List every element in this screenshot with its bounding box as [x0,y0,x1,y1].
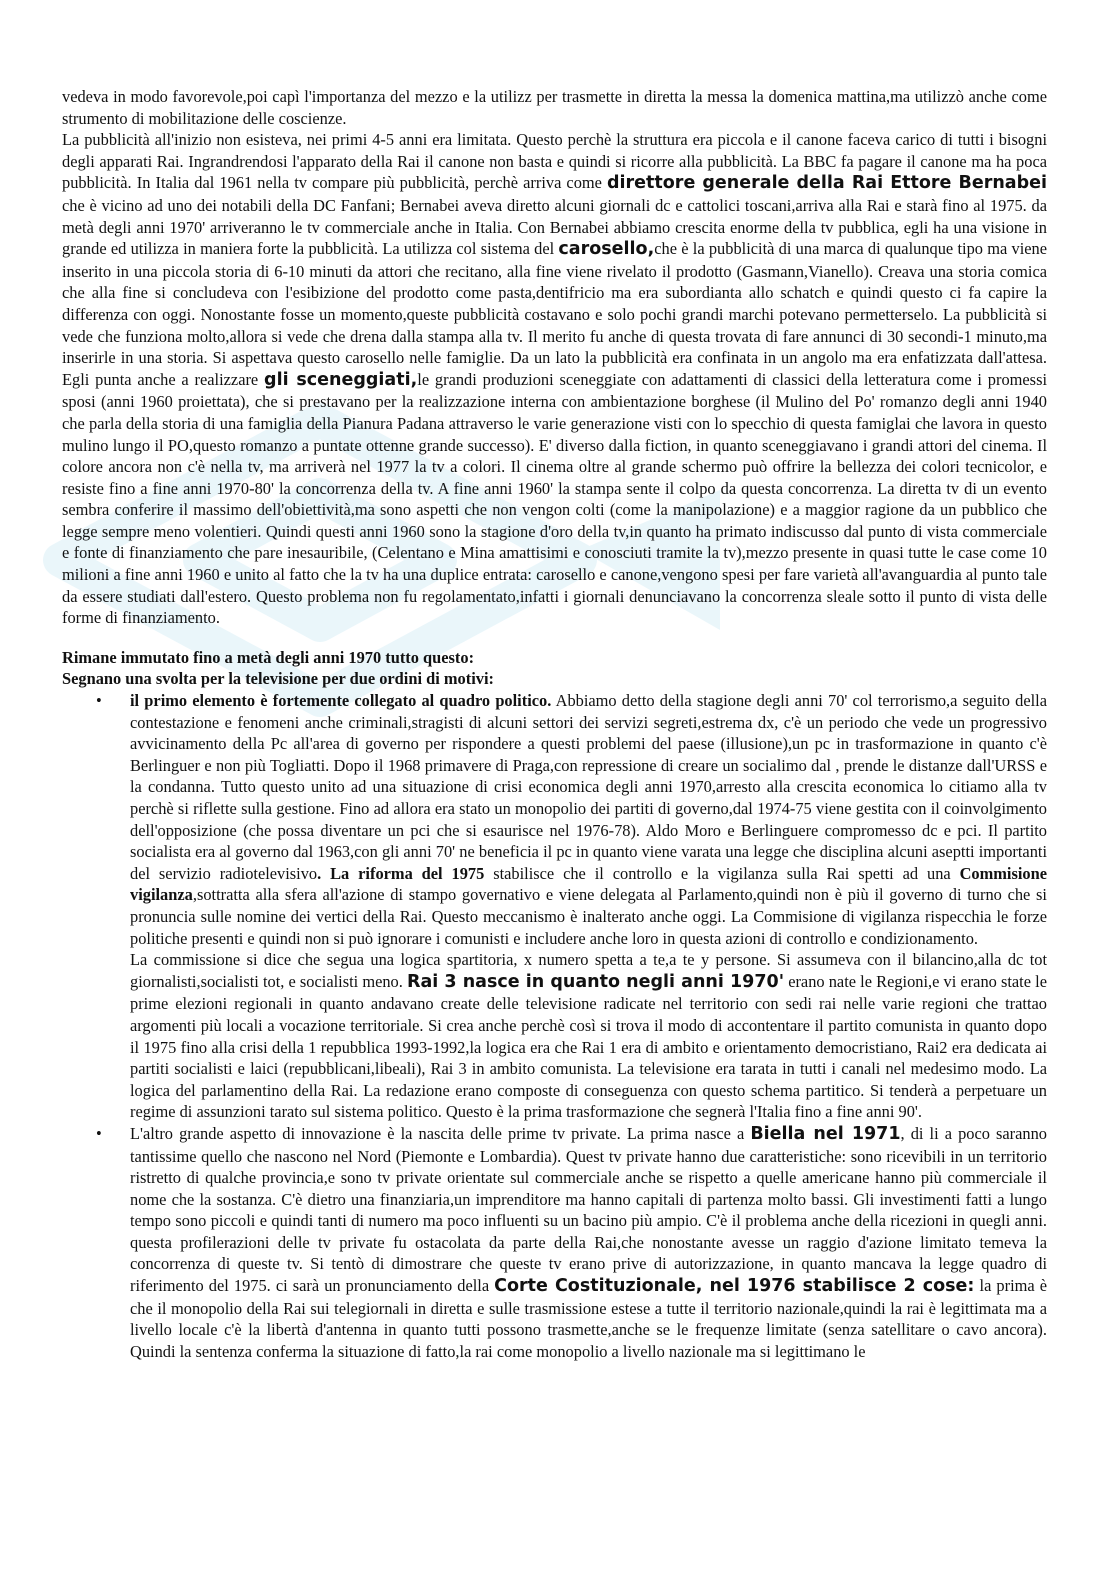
text-run: La commissione si dice che segua una logica spartitoria, x numero spetta a te,a te y persone. Si assumeva con il bilancino,alla dc tot giornalisti,socialisti tot, e socialisti meno. [130,950,1047,991]
highlight-bernabei: direttore generale della Rai Ettore Bernabei [607,173,1047,194]
highlight-corte: Corte Costituzionale, nel 1976 stabilisce 2 cose: [494,1276,975,1297]
bullet-icon: • [96,1123,102,1143]
bullet-icon: • [96,691,102,711]
spacer [62,629,1047,647]
highlight-sceneggiati: gli sceneggiati, [264,369,418,390]
highlight-biella: Biella nel 1971 [750,1123,901,1144]
bullet-paragraph [130,949,1047,1123]
bullet-paragraph [130,690,1047,949]
text-run: stabilisce che il controllo e la vigilanza sulla Rai spetti ad una [484,863,960,883]
text-run: ,sottratta alla sfera all'azione di stampo governativo e viene delegata al Parlamento,quindi non è più il governo di turno che si pronuncia sulle nomine dei vertici della Rai. Questo meccanismo è inalterato anche oggi. La Commisione di vigilanza rispecchia le forze politiche presenti e quindi non si può ignorare i comunisti e includere anche loro in questa azioni di controllo e condizionamento. [130,885,1047,948]
bullet-item-political [62,690,1047,1123]
text-run: le grandi produzioni sceneggiate con adattamenti di classici della letteratura come i promessi sposi (anni 1960 proiettata), che si prestavano per la realizzazione interna con ambientazione borghese (il Mulino del Po' romanzo degli anni 1940 che parla della storia di una famiglia della Pianura Padana attraverso le varie generazione visti con lo specchio di questa famiglai che lavora in questo mulino lungo il PO,questo romanzo a puntate ottenne grande successo). E' diverso dalla fiction, in quanto sceneggiavano i grandi attori del cinema. Il colore ancora non c'è nella tv, ma arriverà nel 1977 la tv a colori. Il cinema oltre al grande schermo può offrire la bellezza dei colori tecnicolor, e resiste fino a fine anni 1970-80' la concorrenza della tv. A fine anni 1960' la stampa sente il colpo da questa concorrenza. La diretta tv di un evento sembra conferire il massimo dell'obiettività,ma sono aspetti che non vengon colti (come la manipolazione) e a maggior ragione da un pubblico che legge sempre meno volentieri. Quindi questi anni 1960 sono la stagione d'oro della tv,in quanto ha primato indiscusso dal punto di vista commerciale e fonte di finanziamento che pare inesauribile, (Celentano e Mina amattisimi e conosciuti tramite la tv),mezzo presente in quasi tutte le case come 10 milioni a fine anni 1960 e unito al fatto che la tv ha una duplice entrata: carosello e canone,vengono spesi per fare varietà all'avanguardia al punto tale da essere studiati dall'estero. Questo problema non fu regolamentato,infatti i giornali denunciavano la concorrenza sleale sotto il punto di vista delle forme di finanziamento. [62,369,1047,628]
section-heading: Rimane immutato fino a metà degli anni 1970 tutto questo: [62,647,475,667]
bold-riforma: . La riforma del 1975 [317,863,485,883]
text-run: , di li a poco saranno tantissime quello che nascono nel Nord (Piemonte e Lombardia). Quest tv private hanno due caratteristiche: sono ricevibili in un territorio ristretto di qualche provincia,e sono tv private orientate sul commerciale anche se rispetto a quelle americane hanno più commerciale il nome che la sostanza. C'è dietro una finanziaria,un imprenditore ma hanno capitali di partenza molto bassi. Gli investimenti fatti a lungo tempo sono piccoli e quindi tanti di numero ma poco influenti su un bacino più ampio. C'è il problema anche della ricezioni in quegli anni. questa profilerazioni delle tv private fu ostacolata da parte della Rai,che nonostante avesse un raggio d'azione limitato temeva la concorrenza di queste tv. Si tentò di dimostrare che queste tv erano prive di autorizzazione, in quanto mancava la legge quadro di riferimento del 1975. ci sarà un pronunciamento della [130,1123,1047,1296]
bullet-list [62,690,1047,1362]
bold-lead: il primo elemento è fortemente collegato al quadro politico. [130,691,552,711]
text-run: erano nate le Regioni,e vi erano state le prime elezioni regionali in quanto andavano create delle televisione radicate nel territorio con sedi rai nelle varie regioni che trattao argomenti più locali a vocazione territoriale. Si crea anche perchè così si trova il modo di accontentare il partito comunista in quanto dopo il 1975 fino alla crisi della 1 repubblica 1993-1992,la logica era che Rai 1 era di ambito e orientamento democristiano, Rai2 era dedicata ai partiti socialisti e laici (repubblicani,libeali), Rai 3 in ambito comunista. La televisione era tarata in tutti i canali nel medesimo modo. La logica del parlamentino della Rai. La redazione erano composte di conseguenza con questo schema partitico. Si tenderà a perpetuare un regime di assunzioni tarato sul sistema politico. Questo è la prima trasformazione che segnerà l'Italia fino a fine anni 90'. [130,971,1047,1122]
bullet-paragraph [130,1123,1047,1363]
text-run: la prima è che il monopolio della Rai sui telegiornali in diretta e sulle trasmissione estese a tutte il territorio nazionale,quindi la rai è legittimata ma a livello locale c'è la libertà d'antenna in quanto tutti possono trasmette,anche se le frequenze limitate (senza satellitare o cavo ancora). Quindi la sentenza conferma la situazione di fatto,la rai come monopolio a livello nazionale ma si legittimano le [130,1276,1047,1361]
text-run: L'altro grande aspetto di innovazione è la nascita delle prime tv private. La prima nasce a [130,1123,751,1143]
bold-commissione: Commisione vigilanza [130,863,1047,905]
text-run: che è la pubblicità di una marca di qualunque tipo ma viene inserito in una piccola storia di 6-10 minuti da attori che recitano, alla fine viene rivelato il prodotto (Gasmann,Vianello). Creava una storia comica che alla fine si concludeva con l'esibizione del prodotto come pasta,dentifricio ma era subordianta allo schatch e quindi questo ci fa capire la differenza con oggi. Nonostante fosse un momento,queste pubblicità costavano e solo pochi grandi marchi potevano permetterselo. La pubblicità si vede che funziona molto,allora si vede che drena dalla stampa alla tv. Il merito fu anche di questa trovata di fare annunci di 30 secondi-1 minuto,ma inserirle in una storia. Si aspettava questo carosello nelle famiglie. Da un lato la pubblicità era confinata in un angolo ma era enfatizzata dall'attesa. Egli punta anche a realizzare [62,239,1048,389]
bullet-item-private-tv [62,1123,1047,1363]
text-run: vedeva in modo favorevole,poi capì l'importanza del mezzo e la utilizz per trasmette in diretta la messa la domenica mattina,ma utilizzò anche come strumento di mobilitazione delle coscienze. [62,87,1047,128]
paragraph-pubblicita [62,129,1047,629]
highlight-carosello: carosello, [558,239,655,260]
text-run: che è vicino ad uno dei notabili della DC Fanfani; Bernabei aveva diretto alcuni giornali dc e cattolici toscani,arriva alla Rai e starà fino al 1975. da metà degli anni 1970' arriveranno le tv commerciale anche in Italia. Con Bernabei abbiamo crescita enorme della tv pubblica, egli ha una visione in grande ed utilizza in maniera forte la pubblicità. La utilizza col sistema del [62,195,1047,259]
highlight-rai3: Rai 3 nasce in quanto negli anni 1970' [407,971,785,992]
section-subheading: Segnano una svolta per la televisione per due ordini di motivi: [62,669,494,689]
text-run: Abbiamo detto della stagione degli anni 70' col terrorismo,a seguito della contestazione e fenomeni anche criminali,stragisti di alcuni settori dei servizi segreti,estrema dx, c'è un periodo che vede un progressivo avvicinamento della Pc all'area di governo per rispondere a questi problemi del paese (illusione),un pc in trasformazione in quanto c'è Berlinguer e non più Togliatti. Dopo il 1968 primavere di Praga,con repressione di creare un socialimo dal , prende le distanze dall'URSS e la condanna. Tutto questo unito ad una situazione di crisi economica degli anni 1970,arresto alla crescita economica lo citiamo alla tv perchè si riflette sulla gestione. Fino ad allora era stato un monopolio dei partiti di governo,dal 1974-75 viene gestita con il coinvolgimento dell'opposizione (che possa diventare un pci che si esaurisce nel 1976-78). Aldo Moro e Berlinguere compromesso dc e pci. Il partito socialista era al governo dal 1963,con gli anni 70' ne beneficia il pc in quanto viene varata una legge che disciplina alcuni aseptti importanti del servizio radiotelevisivo [130,691,1047,883]
paragraph-intro [62,86,1047,129]
document-page [62,86,1047,1362]
text-run: La pubblicità all'inizio non esisteva, nei primi 4-5 anni era limitata. Questo perchè la struttura era piccola e il canone faceva carico di tutti i bisogni degli apparati Rai. Ingrandrendosi l'apparato della Rai il canone non basta e quindi si ricorre alla pubblicità. La BBC fa pagare il canone ma ha poca pubblicità. In Italia dal 1961 nella tv compare più pubblicità, perchè arriva come [62,130,1047,193]
